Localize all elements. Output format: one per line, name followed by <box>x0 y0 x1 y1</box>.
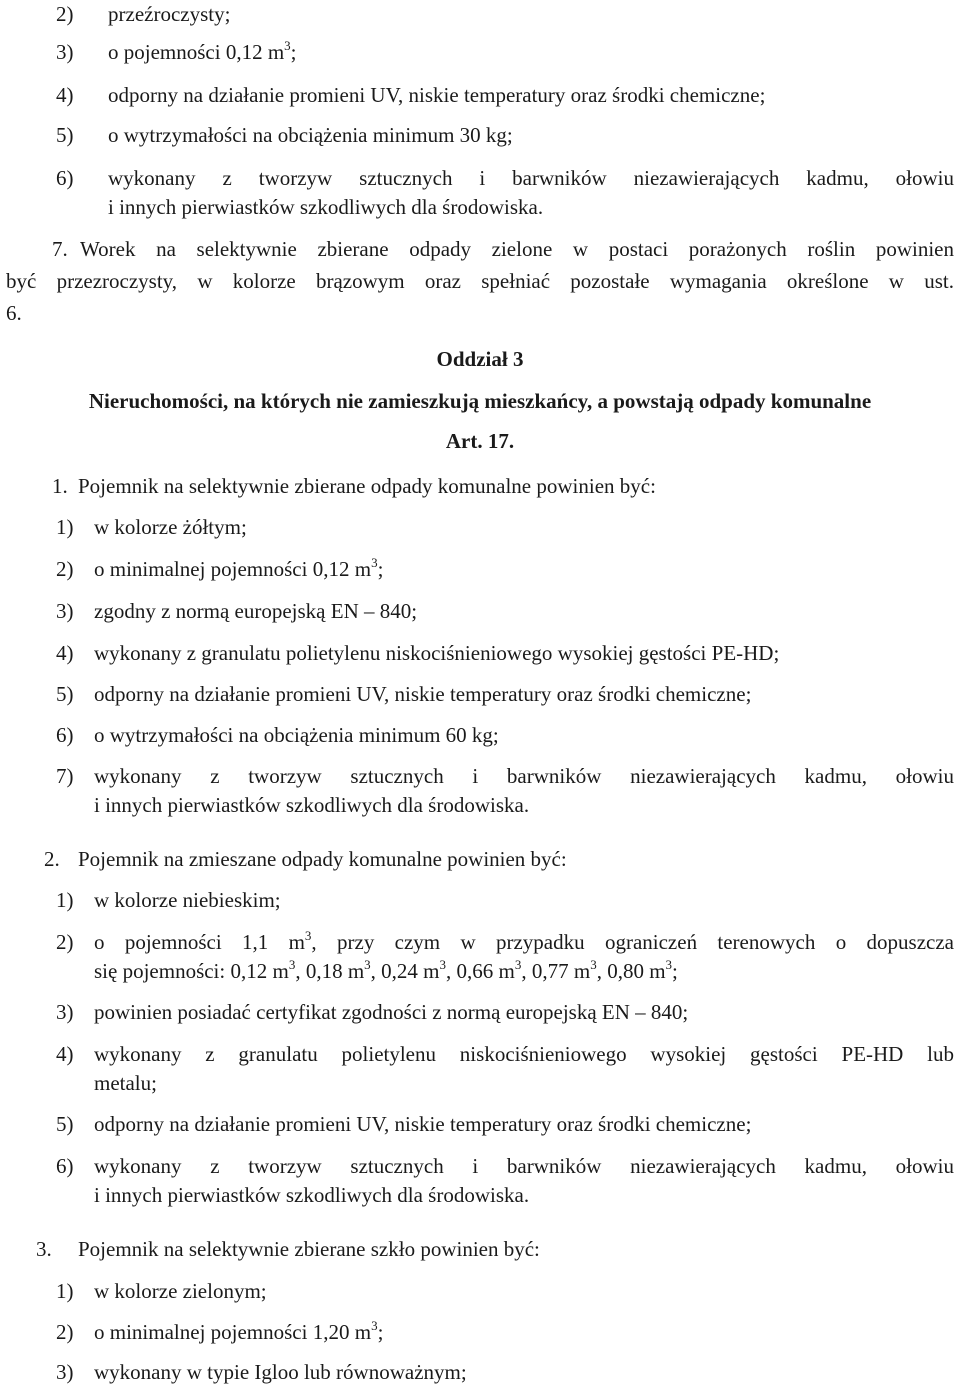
item-number: 2) <box>56 1320 74 1344</box>
item-text-line: wykonany z tworzyw sztucznych i barwników niezawierających kadmu, ołowiu <box>108 166 954 190</box>
item-number: 4) <box>56 83 74 107</box>
item-number: 4) <box>56 641 74 665</box>
item-number: 6) <box>56 1154 74 1178</box>
item-number: 1) <box>56 1279 74 1303</box>
item-number: 3) <box>56 1360 74 1384</box>
item-text: odporny na działanie promieni UV, niskie temperatury oraz środki chemiczne; <box>108 83 766 107</box>
item-number: 5) <box>56 682 74 706</box>
item-number: 5) <box>56 1112 74 1136</box>
paragraph-number: 3. <box>36 1237 52 1261</box>
item-text: odporny na działanie promieni UV, niskie temperatury oraz środki chemiczne; <box>94 1112 752 1136</box>
item-text: o pojemności 0,12 $m^3$; <box>108 38 297 64</box>
item-text: o minimalnej pojemności 1,20 $m^3$; <box>94 1318 384 1344</box>
item-text: zgodny z normą europejską EN – 840; <box>94 599 418 623</box>
item-text: odporny na działanie promieni UV, niskie temperatury oraz środki chemiczne; <box>94 682 752 706</box>
item-text-line: i innych pierwiastków szkodliwych dla środowiska. <box>108 195 544 219</box>
paragraph-number: 7. <box>52 237 68 261</box>
item-text-line: się pojemności: 0,12 $m^3$, 0,18 $m^3$, 0,24 $m^3$, 0,66 $m^3$, 0,77 $m^3$, 0,80 $m^3$; <box>94 957 678 983</box>
item-number: 1) <box>56 515 74 539</box>
item-text: wykonany z granulatu polietylenu niskociśnieniowego wysokiej gęstości PE-HD; <box>94 641 780 665</box>
item-number: 2) <box>56 2 74 26</box>
item-text-line: o pojemności 1,1 $m^3$, przy czym w przypadku ograniczeń terenowych o dopuszcza <box>94 928 954 954</box>
item-text: wykonany w typie Igloo lub równoważnym; <box>94 1360 467 1384</box>
item-number: 5) <box>56 123 74 147</box>
paragraph-text: Pojemnik na selektywnie zbierane szkło powinien być: <box>78 1237 540 1261</box>
item-text: powinien posiadać certyfikat zgodności z normą europejską EN – 840; <box>94 1000 689 1024</box>
item-text: o minimalnej pojemności 0,12 $m^3$; <box>94 555 384 581</box>
paragraph-number: 2. <box>44 847 60 871</box>
item-text-line: wykonany z tworzyw sztucznych i barwników niezawierających kadmu, ołowiu <box>94 764 954 788</box>
paragraph-text: Pojemnik na zmieszane odpady komunalne powinien być: <box>78 847 567 871</box>
section-subtitle: Nieruchomości, na których nie zamieszkują mieszkańcy, a powstają odpady komunalne <box>88 389 872 413</box>
item-number: 6) <box>56 166 74 190</box>
item-number: 7) <box>56 764 74 788</box>
item-number: 3) <box>56 599 74 623</box>
paragraph-line: Worek na selektywnie zbierane odpady zielone w postaci porażonych roślin powinien <box>80 237 954 261</box>
item-number: 2) <box>56 557 74 581</box>
item-text: w kolorze niebieskim; <box>94 888 281 912</box>
article-heading: Art. 17. <box>445 429 515 453</box>
item-text: w kolorze żółtym; <box>94 515 247 539</box>
paragraph-number: 1. <box>52 474 68 498</box>
item-number: 4) <box>56 1042 74 1066</box>
paragraph-line: 6. <box>6 301 22 325</box>
item-number: 6) <box>56 723 74 747</box>
item-text-line: i innych pierwiastków szkodliwych dla środowiska. <box>94 1183 530 1207</box>
section-title: Oddział 3 <box>436 347 524 371</box>
item-text: o wytrzymałości na obciążenia minimum 30 kg; <box>108 123 513 147</box>
item-number: 1) <box>56 888 74 912</box>
item-text-line: wykonany z granulatu polietylenu niskociśnieniowego wysokiej gęstości PE-HD lub <box>94 1042 954 1066</box>
paragraph-text: Pojemnik na selektywnie zbierane odpady komunalne powinien być: <box>78 474 656 498</box>
item-number: 3) <box>56 1000 74 1024</box>
item-number: 3) <box>56 40 74 64</box>
item-text-line: metalu; <box>94 1071 157 1095</box>
item-text: o wytrzymałości na obciążenia minimum 60 kg; <box>94 723 499 747</box>
item-text: w kolorze zielonym; <box>94 1279 267 1303</box>
item-text-line: wykonany z tworzyw sztucznych i barwników niezawierających kadmu, ołowiu <box>94 1154 954 1178</box>
item-text: przeźroczysty; <box>108 2 231 26</box>
paragraph-line: być przezroczysty, w kolorze brązowym oraz spełniać pozostałe wymagania określone w ust. <box>6 269 954 293</box>
item-text-line: i innych pierwiastków szkodliwych dla środowiska. <box>94 793 530 817</box>
item-number: 2) <box>56 930 74 954</box>
